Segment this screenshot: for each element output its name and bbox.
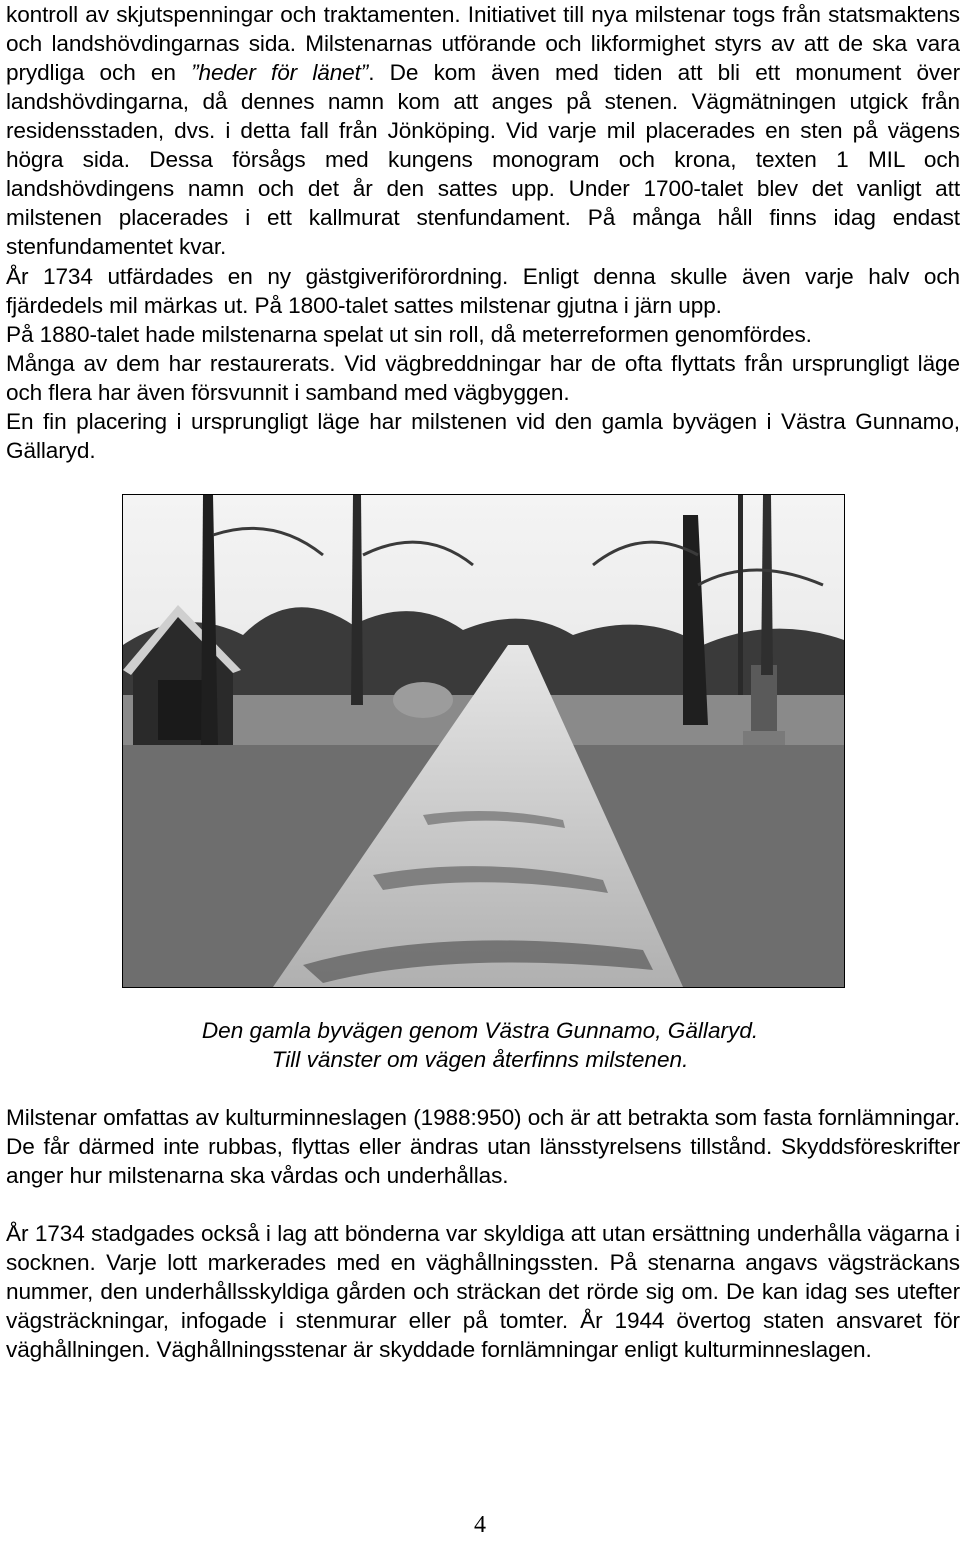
- road-photograph: [122, 494, 845, 988]
- paragraph-1734-ordinance: År 1734 utfärdades en ny gästgiveriförordning. Enligt denna skulle även varje halv och fjärdedels mil märkas ut. På 1800-talet sattes milstenar gjutna i järn upp.: [6, 264, 960, 318]
- photo-caption-line-1: Den gamla byvägen genom Västra Gunnamo, Gällaryd.: [201, 1018, 759, 1043]
- paragraph-text: kontroll av skjutspenningar och traktamenten. Initiativet till nya milstenar togs från statsmaktens och landshövdingarnas sida. Milstenarnas utförande och likformighet styrs av att de ska vara prydliga och en: [6, 2, 960, 85]
- paragraph-milestones-history: [6, 0, 960, 261]
- paragraph-gunnamo-location: En fin placering i ursprungligt läge har milstenen vid den gamla byvägen i Västra Gunnamo, Gällaryd.: [6, 409, 960, 463]
- emphasized-quote: ”heder för länet”: [191, 60, 369, 85]
- photo-caption-line-2: Till vänster om vägen återfinns milstenen.: [271, 1047, 689, 1072]
- paragraph-text: . De kom även med tiden att bli ett monument över landshövdingarna, då dennes namn kom att anges på stenen. Vägmätningen utgick från residensstaden, dvs. i detta fall från Jönköping. Vid varje mil placerades en sten på vägens högra sida. Dessa försågs med kungens monogram och krona, texten 1 MIL och landshövdingens namn och det år den sattes upp. Under 1700-talet blev det vanligt att milstenen placerades i ett kallmurat stenfundament. På många håll finns idag endast stenfundamentet kvar.: [6, 60, 960, 259]
- paragraph-road-maintenance-stones: År 1734 stadgades också i lag att bönderna var skyldiga att utan ersättning underhålla vägarna i socknen. Varje lott markerades med en väghållningssten. På stenarna angavs vägsträckans nummer, den underhållsskyldiga gården och sträckan det rörde sig om. De kan idag ses utefter vägsträckningar, infogade i stenmurar eller på tomter. År 1944 övertog staten ansvaret för väghållningen. Väghållningsstenar är skyddade fornlämningar enligt kulturminneslagen.: [6, 1221, 960, 1362]
- paragraph-meter-reform: På 1880-talet hade milstenarna spelat ut sin roll, då meterreformen genomfördes.: [6, 322, 812, 347]
- paragraph-cultural-heritage-law: Milstenar omfattas av kulturminneslagen (1988:950) och är att betrakta som fasta fornlämningar. De får därmed inte rubbas, flyttas eller ändras utan länsstyrelsens tillstånd. Skyddsföreskrifter anger hur milstenarna ska vårdas och underhållas.: [6, 1105, 960, 1188]
- road-photograph-illustration: [123, 495, 844, 987]
- page-number: 4: [474, 1512, 486, 1538]
- paragraph-restoration: Många av dem har restaurerats. Vid vägbreddningar har de ofta flyttats från ursprungligt läge och flera har även försvunnit i samband med vägbyggen.: [6, 351, 960, 405]
